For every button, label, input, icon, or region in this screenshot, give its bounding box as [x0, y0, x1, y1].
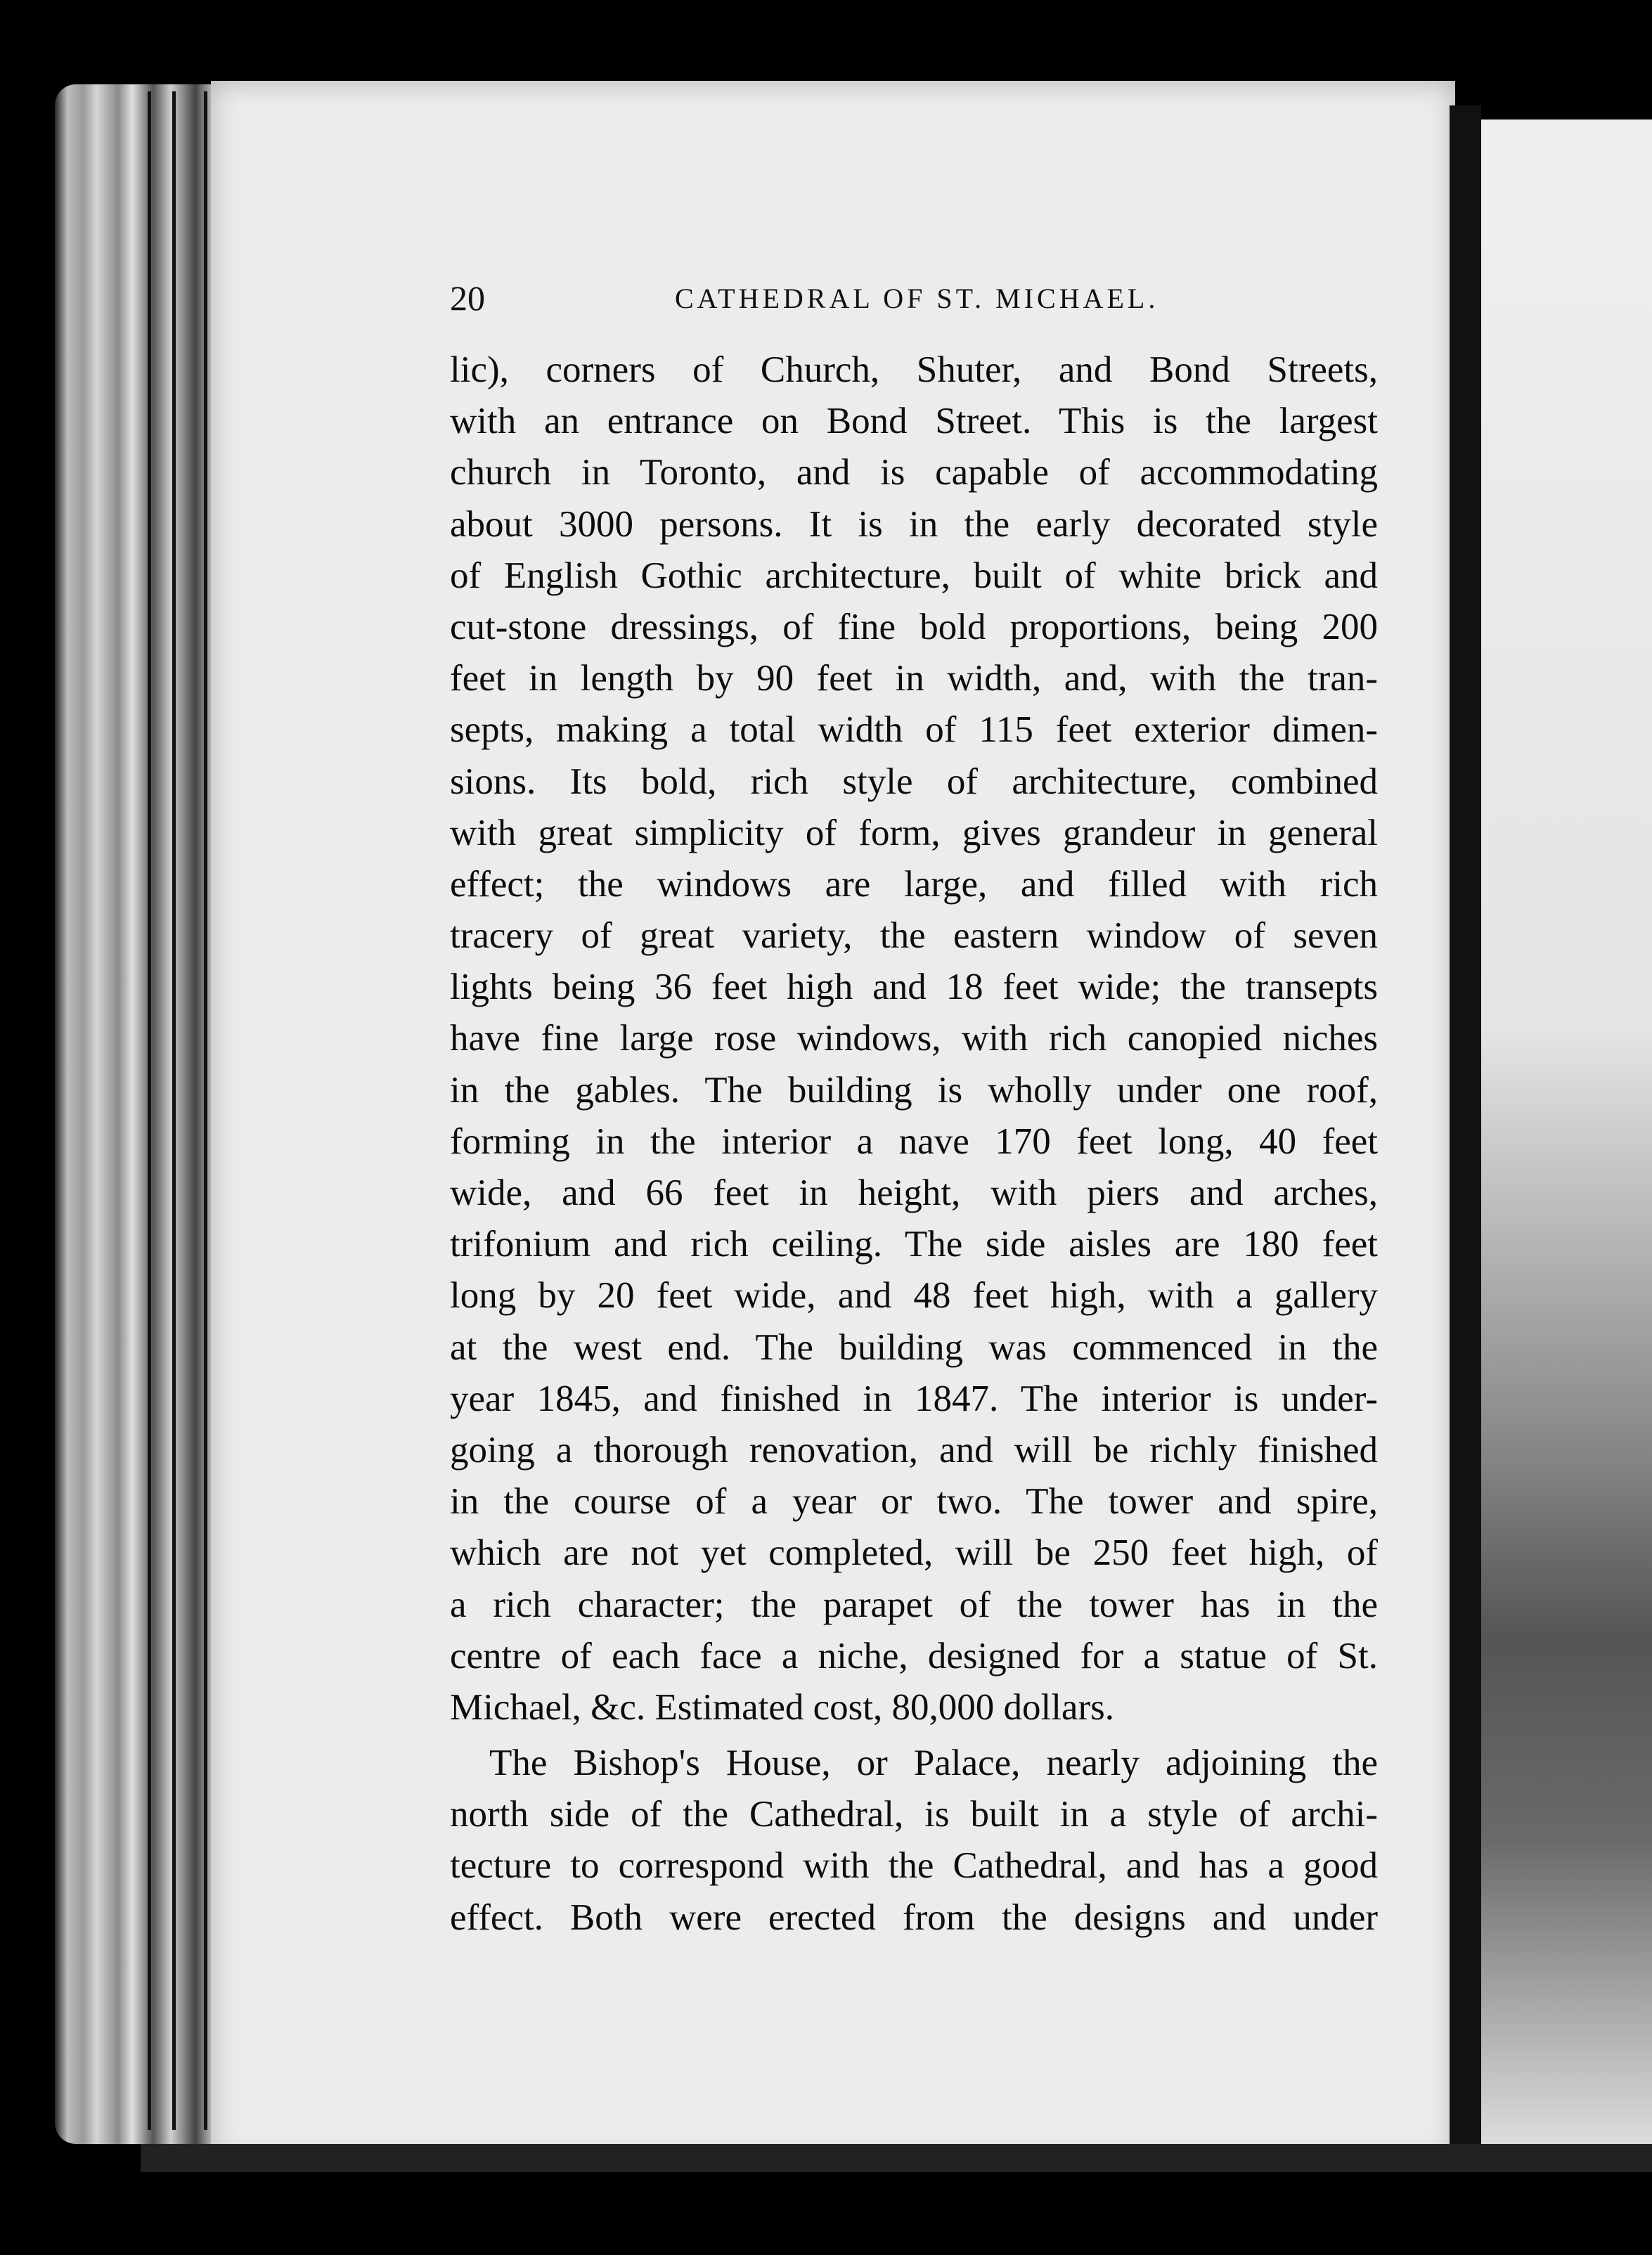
text-line: with an entrance on Bond Street. This is the largest — [450, 401, 1378, 442]
text-line: Michael, &c. Estimated cost, 80,000 dollars. — [450, 1686, 1114, 1728]
running-head: CATHEDRAL OF ST. MICHAEL. — [675, 283, 1159, 314]
page-gutter — [1450, 105, 1481, 2144]
paragraph-1 — [450, 344, 1378, 1733]
text-line: forming in the interior a nave 170 feet long, 40 feet — [450, 1120, 1378, 1162]
text-line: centre of each face a niche, designed for a statue of St. — [450, 1635, 1378, 1676]
facing-page-fragment — [1481, 119, 1652, 2144]
text-line: which are not yet completed, will be 250 feet high, of — [450, 1532, 1378, 1574]
text-line: about 3000 persons. It is in the early decorated style — [450, 503, 1378, 545]
text-line: long by 20 feet wide, and 48 feet high, with a gallery — [450, 1275, 1378, 1317]
page-edge-line — [172, 91, 176, 2130]
text-line: effect; the windows are large, and filled with rich — [450, 863, 1378, 905]
text-line: wide, and 66 feet in height, with piers and arches, — [450, 1172, 1378, 1213]
text-line: have fine large rose windows, with rich canopied niches — [450, 1018, 1378, 1059]
text-line: church in Toronto, and is capable of accommodating — [450, 452, 1378, 493]
page-edges-stack — [55, 84, 238, 2144]
text-line: north side of the Cathedral, is built in a style of archi- — [450, 1794, 1378, 1835]
text-line: feet in length by 90 feet in width, and, with the tran- — [450, 658, 1378, 699]
text-line: tecture to correspond with the Cathedral, and has a good — [450, 1845, 1378, 1887]
text-line: effect. Both were erected from the designs and under — [450, 1897, 1378, 1938]
text-line: tracery of great variety, the eastern window of seven — [450, 915, 1378, 957]
text-line: sions. Its bold, rich style of architecture, combined — [450, 761, 1378, 802]
text-line: lights being 36 feet high and 18 feet wide; the transepts — [450, 967, 1378, 1008]
page-number: 20 — [450, 278, 485, 318]
text-line: a rich character; the parapet of the tower has in the — [450, 1584, 1378, 1625]
text-line: cut-stone dressings, of fine bold proportions, being 200 — [450, 606, 1378, 647]
text-line: in the course of a year or two. The tower and spire, — [450, 1481, 1378, 1523]
page-header — [450, 278, 1385, 320]
text-line: year 1845, and finished in 1847. The interior is under- — [450, 1378, 1378, 1419]
page-edge-line — [148, 91, 151, 2130]
text-line: lic), corners of Church, Shuter, and Bond Streets, — [450, 349, 1378, 390]
text-line: septs, making a total width of 115 feet exterior dimen- — [450, 709, 1378, 751]
text-line: of English Gothic architecture, built of white brick and — [450, 555, 1378, 596]
page-edge-line — [204, 91, 207, 2130]
text-line: going a thorough renovation, and will be richly finished — [450, 1429, 1378, 1471]
text-line: trifonium and rich ceiling. The side aisles are 180 feet — [450, 1224, 1378, 1265]
book-bottom-edge — [141, 2144, 1652, 2172]
text-line: The Bishop's House, or Palace, nearly adjoining the — [489, 1743, 1378, 1784]
text-line: at the west end. The building was commenced in the — [450, 1326, 1378, 1368]
text-line: in the gables. The building is wholly under one roof, — [450, 1069, 1378, 1111]
body-text — [450, 344, 1378, 1944]
text-line: with great simplicity of form, gives grandeur in general — [450, 812, 1378, 853]
paragraph-2 — [450, 1738, 1378, 1944]
